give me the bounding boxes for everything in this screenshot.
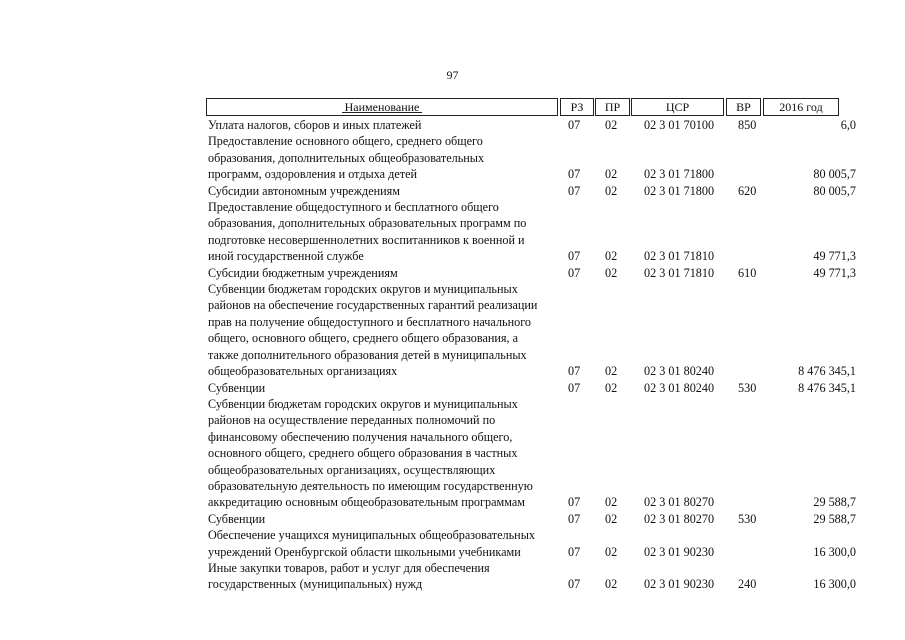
header-year: 2016 год	[763, 98, 839, 116]
row-pr: 02	[605, 380, 618, 395]
row-csr: 02 3 01 71800	[644, 167, 715, 182]
row-amount: 49 771,3	[813, 265, 856, 280]
row-vr: 530	[738, 380, 757, 395]
row-name: Субвенции бюджетам городских округов и муниципальных районов на обеспечение государственных гарантий реализации прав на получение общедоступного и бесплатного начального общего, основного общего, среднего общего образования, а также дополнительного образования детей в муниципальных общеобразовательных организациях	[208, 282, 538, 379]
row-csr: 02 3 01 90230	[644, 577, 715, 592]
row-csr: 02 3 01 80240	[644, 380, 715, 395]
header-csr: ЦСР	[631, 98, 724, 116]
row-rz: 07	[568, 183, 581, 198]
row-rz: 07	[568, 544, 581, 559]
header-pr: ПР	[595, 98, 630, 116]
row-pr: 02	[605, 364, 618, 379]
row-name: Субсидии бюджетным учреждениям	[208, 265, 398, 280]
row-rz: 07	[568, 511, 581, 526]
row-rz: 07	[568, 167, 581, 182]
row-amount: 80 005,7	[813, 183, 856, 198]
row-pr: 02	[605, 577, 618, 592]
table-row	[0, 511, 905, 527]
row-pr: 02	[605, 183, 618, 198]
row-pr: 02	[605, 544, 618, 559]
row-vr: 850	[738, 118, 757, 132]
row-amount: 29 588,7	[813, 495, 856, 510]
row-name: Предоставление общедоступного и бесплатного общего образования, дополнительных образовательных программ по подготовке несовершеннолетних воспитанников к военной и иной государственной службе	[208, 200, 527, 264]
row-rz: 07	[568, 265, 581, 280]
header-vr: ВР	[726, 98, 761, 116]
row-name: Обеспечение учащихся муниципальных общеобразовательных учреждений Оренбургской области школьными учебниками	[208, 528, 535, 559]
row-vr: 240	[738, 577, 757, 592]
row-pr: 02	[605, 118, 618, 132]
header-rz: РЗ	[560, 98, 594, 116]
table-row	[0, 133, 905, 182]
table-row	[0, 265, 905, 281]
row-amount: 16 300,0	[813, 544, 856, 559]
row-name: Субвенции	[208, 380, 266, 395]
row-name: Уплата налогов, сборов и иных платежей	[208, 118, 422, 132]
row-pr: 02	[605, 167, 618, 182]
row-pr: 02	[605, 249, 618, 264]
row-name: Иные закупки товаров, работ и услуг для обеспечения государственных (муниципальных) нужд	[208, 560, 490, 592]
header-name: Наименование	[206, 98, 558, 116]
row-rz: 07	[568, 495, 581, 510]
row-amount: 16 300,0	[813, 577, 856, 592]
row-name: Субсидии автономным учреждениям	[208, 183, 400, 198]
table-row	[0, 199, 905, 265]
row-vr: 530	[738, 511, 757, 526]
row-csr: 02 3 01 90230	[644, 544, 715, 559]
row-pr: 02	[605, 495, 618, 510]
row-rz: 07	[568, 249, 581, 264]
row-rz: 07	[568, 577, 581, 592]
row-amount: 8 476 345,1	[798, 364, 856, 379]
row-pr: 02	[605, 265, 618, 280]
row-name: Субвенции	[208, 511, 266, 526]
row-rz: 07	[568, 380, 581, 395]
row-csr: 02 3 01 70100	[644, 118, 715, 132]
row-amount: 49 771,3	[813, 249, 856, 264]
row-csr: 02 3 01 80270	[644, 495, 715, 510]
budget-table	[0, 117, 905, 593]
table-row	[0, 527, 905, 560]
table-header	[206, 98, 838, 116]
table-row	[0, 117, 905, 133]
row-vr: 610	[738, 265, 757, 280]
row-amount: 6,0	[840, 118, 856, 132]
row-pr: 02	[605, 511, 618, 526]
table-row	[0, 183, 905, 199]
row-csr: 02 3 01 71810	[644, 265, 715, 280]
table-row	[0, 396, 905, 511]
row-csr: 02 3 01 80270	[644, 511, 715, 526]
row-csr: 02 3 01 71800	[644, 183, 715, 198]
row-name: Предоставление основного общего, среднего общего образования, дополнительных общеобразовательных программ, оздоровления и отдыха детей	[208, 134, 485, 182]
row-csr: 02 3 01 80240	[644, 364, 715, 379]
row-amount: 29 588,7	[813, 511, 856, 526]
row-name: Субвенции бюджетам городских округов и муниципальных районов на осуществление переданных полномочий по финансовому обеспечению получения начального общего, основного общего, среднего общего образования в частных общеобразовательных организациях, осуществляющих образовательную деятельность по имеющим государственную аккредитацию основным общеобразовательным программам	[208, 396, 533, 510]
page-number: 97	[446, 68, 459, 82]
row-csr: 02 3 01 71810	[644, 249, 715, 264]
table-row	[0, 281, 905, 379]
table-row	[0, 560, 905, 593]
row-rz: 07	[568, 364, 581, 379]
row-vr: 620	[738, 183, 757, 198]
row-rz: 07	[568, 118, 581, 132]
row-amount: 8 476 345,1	[798, 380, 856, 395]
table-row	[0, 380, 905, 396]
row-amount: 80 005,7	[813, 167, 856, 182]
